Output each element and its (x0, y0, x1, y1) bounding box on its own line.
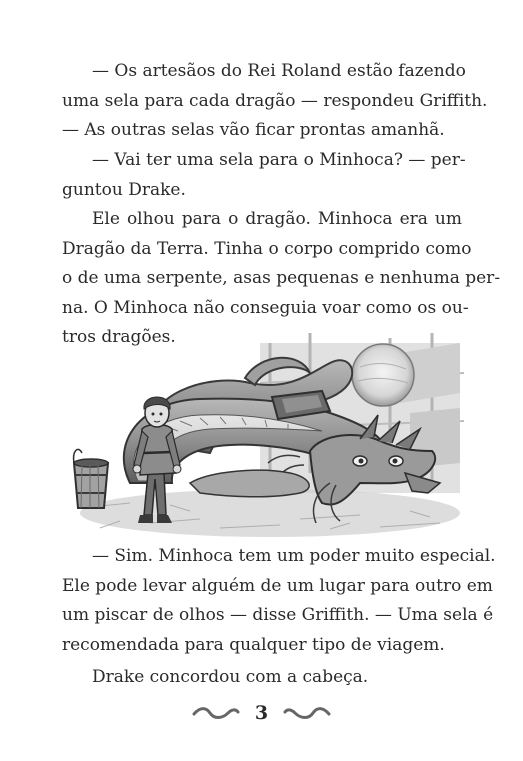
paragraph-5 (62, 663, 462, 693)
text-line: o de uma serpente, asas pequenas e nenhuma per- (62, 268, 501, 289)
text-line: tros dragões. (62, 327, 176, 348)
text-line: um piscar de olhos — disse Griffith. — Uma sela é (62, 605, 494, 626)
page-footer (0, 702, 523, 732)
text-line: Drake concordou com a cabeça. (92, 667, 369, 687)
text-line: guntou Drake. (62, 179, 186, 200)
text-line: na. O Minhoca não conseguia voar como os ou- (62, 297, 469, 318)
text-line: — As outras selas vão ficar prontas amanhã. (62, 120, 445, 141)
paragraph-1 (62, 57, 488, 146)
text-line: Ele pode levar alguém de um lugar para outro em (62, 575, 493, 596)
text-line: Ele olhou para o dragão. Minhoca era um (92, 209, 462, 229)
text-line: — Os artesãos do Rei Roland estão fazendo (92, 61, 466, 81)
text-line: Dragão da Terra. Tinha o corpo comprido como (62, 238, 472, 259)
text-line: — Sim. Minhoca tem um poder muito especial. (92, 546, 496, 566)
right-swirl-ornament-icon (283, 705, 331, 721)
text-line: recomendada para qualquer tipo de viagem. (62, 634, 445, 655)
glowing-orb (352, 344, 414, 406)
text-line: — Vai ter uma sela para o Minhoca? — per- (92, 150, 466, 170)
wooden-bucket (74, 449, 108, 508)
illustration-drake-and-dragon (60, 333, 464, 545)
text-line: uma sela para cada dragão — respondeu Griffith. (62, 90, 488, 111)
left-swirl-ornament-icon (192, 705, 240, 721)
paragraph-3 (62, 205, 501, 353)
paragraph-2 (62, 146, 466, 205)
page-number: 3 (254, 702, 269, 724)
paragraph-4 (62, 542, 496, 660)
